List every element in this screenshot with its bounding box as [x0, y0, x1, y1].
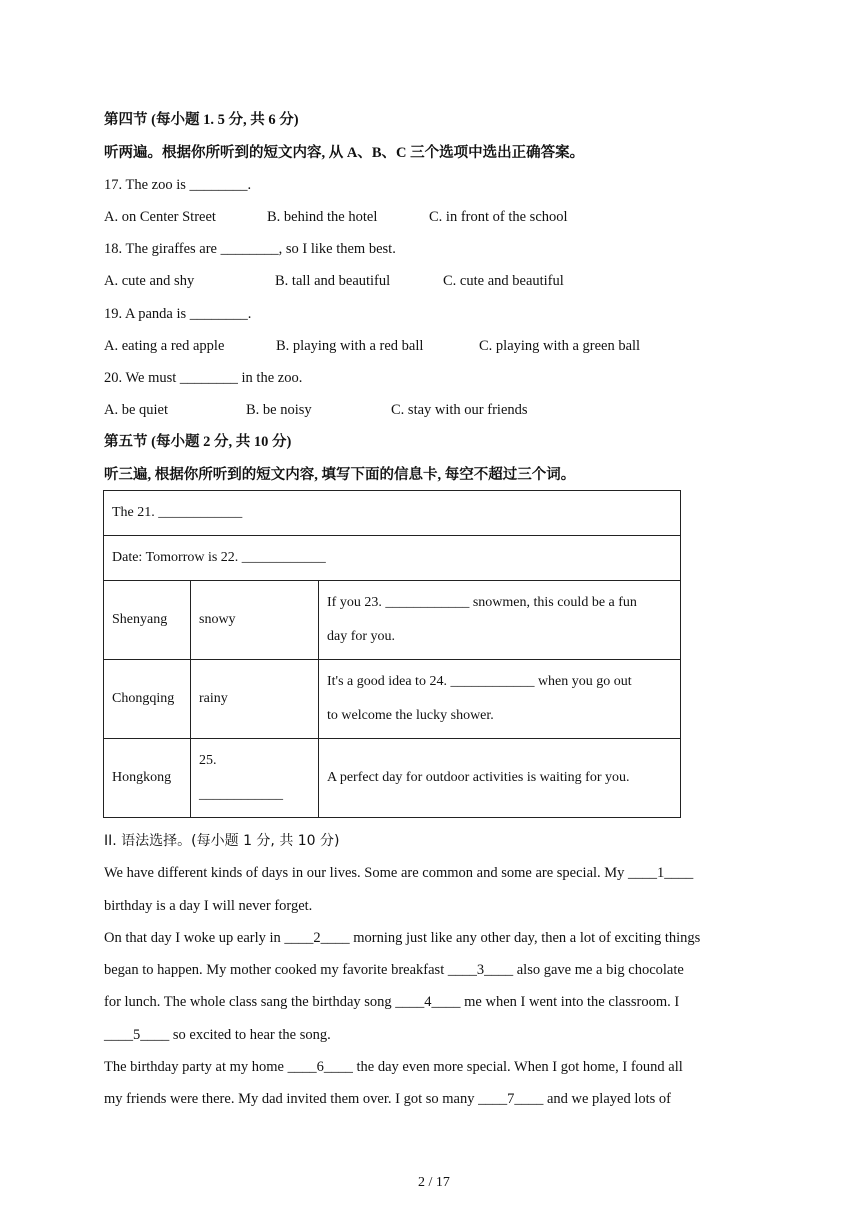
city-cell: Shenyang	[104, 581, 191, 660]
passage-line: We have different kinds of days in our lives. Some are common and some are special. My ____1____	[104, 865, 694, 881]
table-row	[104, 581, 681, 660]
passage-line: my friends were there. My dad invited them over. I got so many ____7____ and we played lots of	[104, 1091, 671, 1107]
option-a: A. cute and shy	[104, 273, 195, 289]
option-b: B. playing with a red ball	[276, 338, 424, 354]
question-18-stem: 18. The giraffes are ________, so I like them best.	[104, 241, 396, 257]
table-row	[104, 536, 681, 581]
city-cell: Hongkong	[104, 739, 191, 818]
part2-title: II. 语法选择。(每小题 1 分, 共 10 分)	[104, 833, 340, 849]
passage-line: ____5____ so excited to hear the song.	[104, 1027, 331, 1043]
option-b: B. be noisy	[246, 402, 312, 418]
option-b: B. behind the hotel	[267, 209, 378, 225]
option-c: C. cute and beautiful	[443, 273, 564, 289]
section5-instruction: 听三遍, 根据你所听到的短文内容, 填写下面的信息卡, 每空不超过三个词。	[104, 467, 576, 483]
note-cell: A perfect day for outdoor activities is waiting for you.	[319, 739, 681, 818]
note-line: It's a good idea to 24. ____________ when you go out	[327, 674, 632, 689]
option-a: A. be quiet	[104, 402, 169, 418]
section4-title: 第四节 (每小题 1. 5 分, 共 6 分)	[104, 112, 299, 128]
passage-line: began to happen. My mother cooked my favorite breakfast ____3____ also gave me a big chocolate	[104, 962, 684, 978]
weather-cell: rainy	[191, 660, 319, 739]
row-date-cell: Date: Tomorrow is 22. ____________	[104, 536, 681, 581]
weather-line: 25.	[199, 753, 217, 768]
option-b: B. tall and beautiful	[275, 273, 391, 289]
note-line: to welcome the lucky shower.	[327, 708, 494, 723]
page-number: 2 / 17	[418, 1175, 450, 1190]
passage-line: for lunch. The whole class sang the birthday song ____4____ me when I went into the classroom. I	[104, 994, 680, 1010]
option-c: C. stay with our friends	[391, 402, 528, 418]
table-row	[104, 660, 681, 739]
info-card-table	[103, 490, 681, 818]
note-line: If you 23. ____________ snowmen, this could be a fun	[327, 595, 637, 610]
weather-cell: snowy	[191, 581, 319, 660]
section4-instruction: 听两遍。根据你所听到的短文内容, 从 A、B、C 三个选项中选出正确答案。	[104, 145, 585, 161]
option-a: A. on Center Street	[104, 209, 216, 225]
city-cell: Chongqing	[104, 660, 191, 739]
section5-title: 第五节 (每小题 2 分, 共 10 分)	[104, 434, 292, 450]
weather-cell	[191, 739, 319, 818]
option-a: A. eating a red apple	[104, 338, 225, 354]
passage-line: The birthday party at my home ____6____ the day even more special. When I got home, I found all	[104, 1059, 683, 1075]
weather-line: ____________	[199, 787, 283, 802]
passage-line: On that day I woke up early in ____2____ morning just like any other day, then a lot of exciting things	[104, 930, 701, 946]
table-row	[104, 491, 681, 536]
passage-line: birthday is a day I will never forget.	[104, 898, 313, 914]
option-c: C. in front of the school	[429, 209, 568, 225]
question-19-stem: 19. A panda is ________.	[104, 306, 252, 322]
table-row	[104, 739, 681, 818]
question-20-stem: 20. We must ________ in the zoo.	[104, 370, 303, 386]
option-c: C. playing with a green ball	[479, 338, 641, 354]
note-cell	[319, 660, 681, 739]
question-17-stem: 17. The zoo is ________.	[104, 177, 252, 193]
row-title-cell: The 21. ____________	[104, 491, 681, 536]
note-cell	[319, 581, 681, 660]
note-line: day for you.	[327, 629, 396, 644]
